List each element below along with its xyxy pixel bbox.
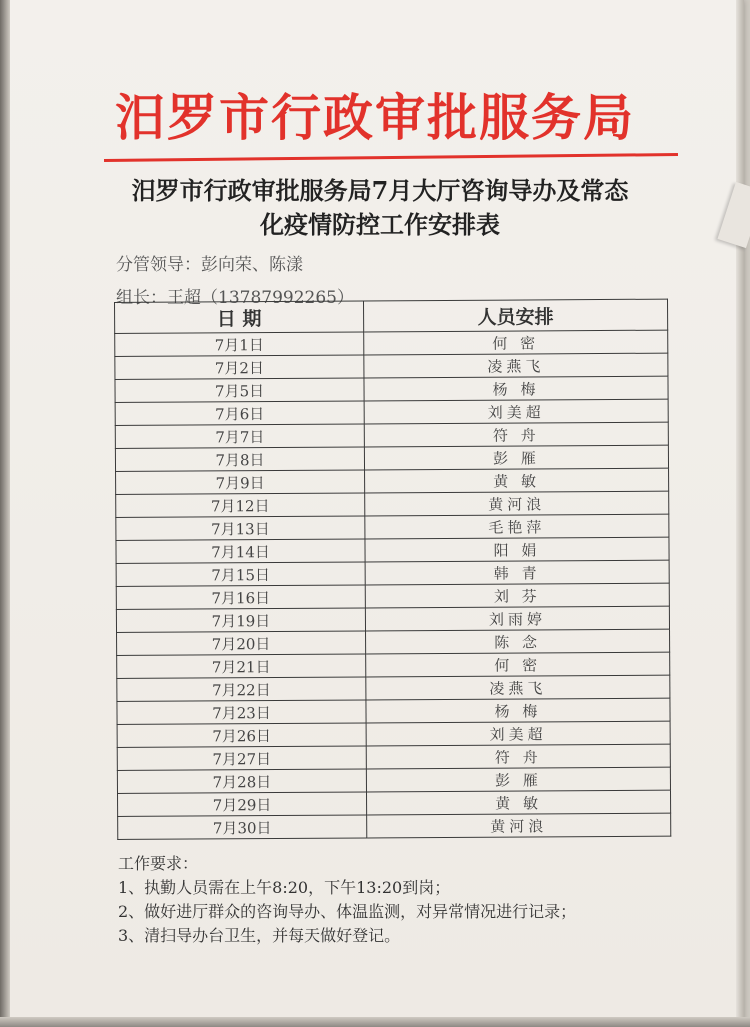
- table-row: [116, 606, 669, 632]
- table-row: [116, 514, 669, 540]
- staff-cell: 黄河浪: [365, 491, 669, 516]
- staff-cell: 黄 敏: [366, 790, 670, 815]
- document-title-line2: 化疫情防控工作安排表: [260, 210, 500, 239]
- date-cell: 7月20日: [117, 631, 366, 656]
- document-title-line1: 汨罗市行政审批服务局7月大厅咨询导办及常态: [131, 176, 629, 205]
- date-cell: 7月21日: [117, 654, 366, 679]
- date-cell: 7月27日: [117, 746, 366, 771]
- date-cell: 7月12日: [116, 493, 365, 518]
- staff-cell: 刘美超: [366, 721, 670, 746]
- table-row: [116, 491, 669, 517]
- schedule-table: [114, 299, 671, 840]
- date-cell: 7月2日: [115, 355, 364, 380]
- table-row: [115, 353, 668, 379]
- table-row: [117, 698, 670, 724]
- date-cell: 7月7日: [115, 424, 364, 449]
- table-row: [116, 468, 669, 494]
- date-cell: 7月28日: [117, 769, 366, 794]
- staff-cell: 符 舟: [364, 422, 668, 447]
- table-row: [115, 399, 668, 425]
- staff-cell: 刘 芬: [365, 583, 669, 608]
- date-cell: 7月15日: [116, 562, 365, 587]
- staff-cell: 彭 雁: [366, 767, 670, 792]
- date-cell: 7月14日: [116, 539, 365, 564]
- date-cell: 7月26日: [117, 723, 366, 748]
- staff-cell: 凌燕飞: [364, 353, 668, 378]
- table-row: [116, 537, 669, 563]
- requirement-item-2: 2、做好进厅群众的咨询导办、体温监测，对异常情况进行记录；: [118, 902, 577, 921]
- date-cell: 7月5日: [115, 378, 364, 403]
- table-row: [117, 629, 670, 655]
- date-cell: 7月23日: [117, 700, 366, 725]
- staff-cell: 阳 娟: [365, 537, 669, 562]
- document-title: [80, 174, 680, 242]
- staff-cell: 刘美超: [364, 399, 668, 424]
- table-row: [117, 744, 670, 770]
- date-cell: 7月1日: [115, 332, 364, 357]
- staff-cell: 杨 梅: [366, 698, 670, 723]
- table-row: [117, 767, 670, 793]
- work-requirements: [118, 852, 576, 948]
- date-cell: 7月13日: [116, 516, 365, 541]
- staff-cell: 黄河浪: [367, 813, 671, 838]
- date-cell: 7月30日: [118, 815, 367, 840]
- staff-cell: 杨 梅: [364, 376, 668, 401]
- table-row: [117, 721, 670, 747]
- date-cell: 7月16日: [116, 585, 365, 610]
- staff-cell: 凌燕飞: [366, 675, 670, 700]
- staff-cell: 韩 青: [365, 560, 669, 585]
- bottom-edge-shadow: [0, 1017, 750, 1027]
- header-date: 日 期: [115, 301, 364, 334]
- date-cell: 7月22日: [117, 677, 366, 702]
- paper-edge-shadow: [736, 0, 744, 1027]
- leader-line: 分管领导：彭向荣、陈漾: [116, 255, 303, 275]
- date-cell: 7月19日: [116, 608, 365, 633]
- table-row: [117, 652, 670, 678]
- table-row: [116, 583, 669, 609]
- agency-letterhead: 汨罗市行政审批服务局: [115, 88, 635, 147]
- header-staff: 人员安排: [363, 299, 667, 332]
- table-row: [118, 790, 671, 816]
- table-row: [115, 445, 668, 471]
- requirement-item-1: 1、执勤人员需在上午8:20，下午13:20到岗；: [118, 878, 451, 897]
- table-row: [116, 560, 669, 586]
- date-cell: 7月6日: [115, 401, 364, 426]
- staff-cell: 毛艳萍: [365, 514, 669, 539]
- team-leader-line: 组长：王超（13787992265）: [116, 288, 354, 308]
- date-cell: 7月8日: [115, 447, 364, 472]
- table-row: [115, 422, 668, 448]
- requirements-heading: 工作要求：: [118, 854, 199, 873]
- table-row: [117, 675, 670, 701]
- date-cell: 7月9日: [116, 470, 365, 495]
- staff-cell: 黄 敏: [365, 468, 669, 493]
- table-row: [118, 813, 671, 839]
- table-header-row: [115, 299, 668, 333]
- date-cell: 7月29日: [118, 792, 367, 817]
- requirement-item-3: 3、清扫导办台卫生，并每天做好登记。: [118, 926, 401, 945]
- table-row: [115, 376, 668, 402]
- left-edge-shadow: [0, 0, 10, 1027]
- staff-cell: 刘雨婷: [365, 606, 669, 631]
- table-row: [115, 330, 668, 356]
- schedule-body: [115, 330, 671, 839]
- staff-cell: 符 舟: [366, 744, 670, 769]
- staff-cell: 何 密: [366, 652, 670, 677]
- staff-cell: 陈 念: [366, 629, 670, 654]
- staff-cell: 彭 雁: [364, 445, 668, 470]
- staff-cell: 何 密: [364, 330, 668, 355]
